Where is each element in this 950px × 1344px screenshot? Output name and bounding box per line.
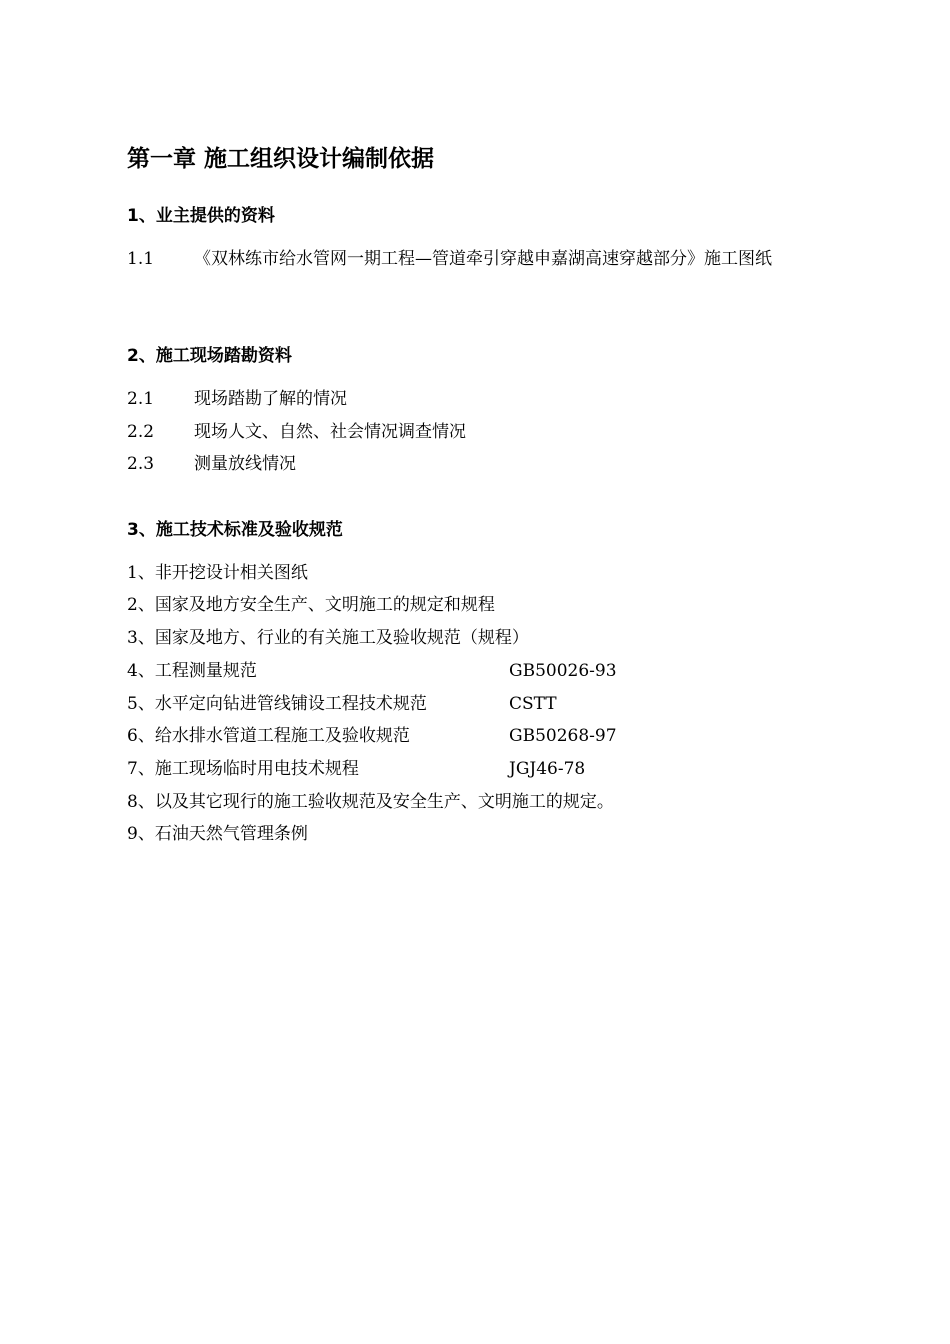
- section-2-item-1: [127, 387, 347, 411]
- standard-text: 5、水平定向钻进管线铺设工程技术规范: [127, 694, 427, 714]
- item-number: 2.2: [127, 422, 155, 442]
- item-number: 2.3: [127, 454, 155, 474]
- standard-item-1: [127, 561, 727, 585]
- item-text: 测量放线情况: [194, 454, 296, 474]
- item-number: 2.1: [127, 389, 155, 409]
- standard-text: 1、非开挖设计相关图纸: [127, 563, 308, 583]
- standard-item-8: [127, 790, 727, 814]
- item-text: 现场踏勘了解的情况: [194, 389, 347, 409]
- standard-text: 9、石油天然气管理条例: [127, 824, 308, 844]
- standard-text: 4、工程测量规范: [127, 661, 257, 681]
- standard-code: GB50026-93: [509, 661, 617, 681]
- standard-item-3: [127, 626, 727, 650]
- standard-code: CSTT: [509, 694, 557, 714]
- standard-item-2: [127, 593, 727, 617]
- section-2-item-3: [127, 452, 296, 476]
- standard-text: 6、给水排水管道工程施工及验收规范: [127, 726, 410, 746]
- standard-code: GB50268-97: [509, 726, 617, 746]
- item-number: 1.1: [127, 249, 155, 269]
- standard-item-7: [127, 757, 727, 781]
- chapter-title: 第一章 施工组织设计编制依据: [127, 146, 435, 172]
- standard-item-4: [127, 659, 727, 683]
- section-heading-1: 1、业主提供的资料: [127, 206, 275, 226]
- item-text: 现场人文、自然、社会情况调查情况: [194, 422, 466, 442]
- standard-text: 2、国家及地方安全生产、文明施工的规定和规程: [127, 595, 495, 615]
- item-text: 《双林练市给水管网一期工程—管道牵引穿越申嘉湖高速穿越部分》施工图纸: [194, 249, 772, 269]
- section-heading-3: 3、施工技术标准及验收规范: [127, 520, 343, 540]
- section-heading-2: 2、施工现场踏勘资料: [127, 346, 292, 366]
- standard-text: 8、以及其它现行的施工验收规范及安全生产、文明施工的规定。: [127, 792, 614, 812]
- standard-item-9: [127, 822, 727, 846]
- standard-text: 3、国家及地方、行业的有关施工及验收规范（规程）: [127, 628, 529, 648]
- standard-item-5: [127, 692, 727, 716]
- section-2-item-2: [127, 420, 466, 444]
- section-1-item-1: [127, 242, 837, 276]
- standard-code: JGJ46-78: [509, 759, 586, 779]
- standard-text: 7、施工现场临时用电技术规程: [127, 759, 359, 779]
- standard-item-6: [127, 724, 727, 748]
